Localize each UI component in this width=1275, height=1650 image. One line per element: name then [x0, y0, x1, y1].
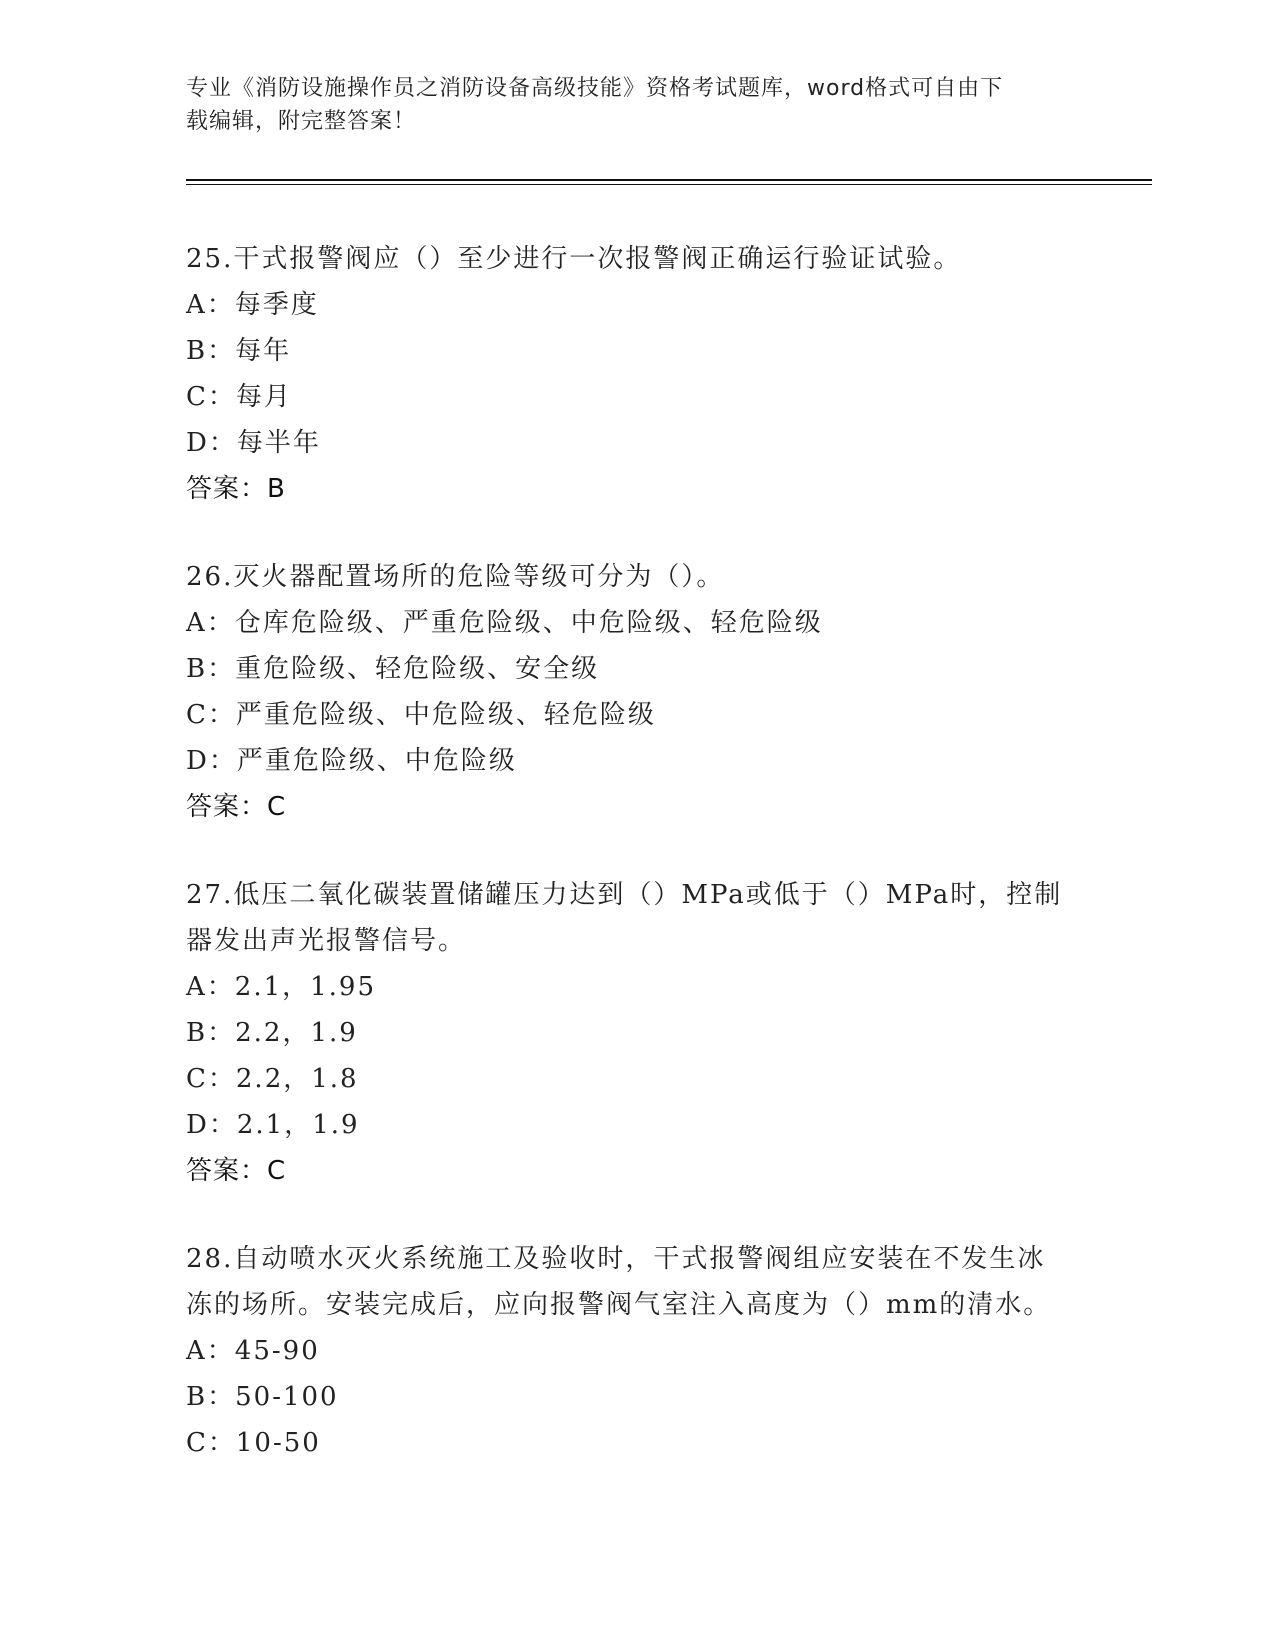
option-d: D：严重危险级、中危险级: [186, 746, 517, 776]
option-d: D：每半年: [186, 428, 321, 458]
option-c: C：严重危险级、中危险级、轻危险级: [186, 700, 656, 730]
option-b: B：50-100: [186, 1382, 339, 1412]
option-b: B：2.2，1.9: [186, 1018, 358, 1048]
option-a: A：45-90: [186, 1336, 320, 1366]
option-b: B：重危险级、轻危险级、安全级: [186, 654, 600, 684]
option-c: C：2.2，1.8: [186, 1064, 359, 1094]
header-rule-thick: [186, 179, 1152, 181]
header-line-2: 载编辑，附完整答案！: [186, 109, 417, 134]
option-d: D：2.1，1.9: [186, 1110, 360, 1140]
option-a: A：仓库危险级、严重危险级、中危险级、轻危险级: [186, 608, 823, 638]
question-26: [186, 554, 1086, 830]
question-25: [186, 236, 1086, 512]
question-text-line-1: 28.自动喷水灭火系统施工及验收时，干式报警阀组应安装在不发生冰: [186, 1244, 1046, 1274]
option-b: B：每年: [186, 336, 292, 366]
header-rule-thin: [186, 184, 1152, 185]
option-c: C：每月: [186, 382, 292, 412]
question-text-line-2: 冻的场所。安装完成后，应向报警阀气室注入高度为（）mm的清水。: [186, 1290, 1052, 1320]
header-line-1: 专业《消防设施操作员之消防设备高级技能》资格考试题库，word格式可自由下: [186, 76, 1004, 101]
question-text: 26.灭火器配置场所的危险等级可分为（）。: [186, 562, 725, 592]
question-text: 25.干式报警阀应（）至少进行一次报警阀正确运行验证试验。: [186, 244, 962, 274]
answer: 答案：C: [186, 792, 287, 822]
answer: 答案：C: [186, 1156, 287, 1186]
question-27: [186, 872, 1086, 1194]
answer: 答案：B: [186, 474, 286, 504]
option-a: A：每季度: [186, 290, 319, 320]
option-a: A：2.1，1.95: [186, 972, 377, 1002]
question-28: [186, 1236, 1086, 1466]
option-c: C：10-50: [186, 1428, 321, 1458]
question-text-line-2: 器发出声光报警信号。: [186, 926, 467, 956]
question-list: [186, 236, 1086, 1508]
question-text-line-1: 27.低压二氧化碳装置储罐压力达到（）MPa或低于（）MPa时，控制: [186, 880, 1063, 910]
document-header: [186, 72, 1066, 138]
